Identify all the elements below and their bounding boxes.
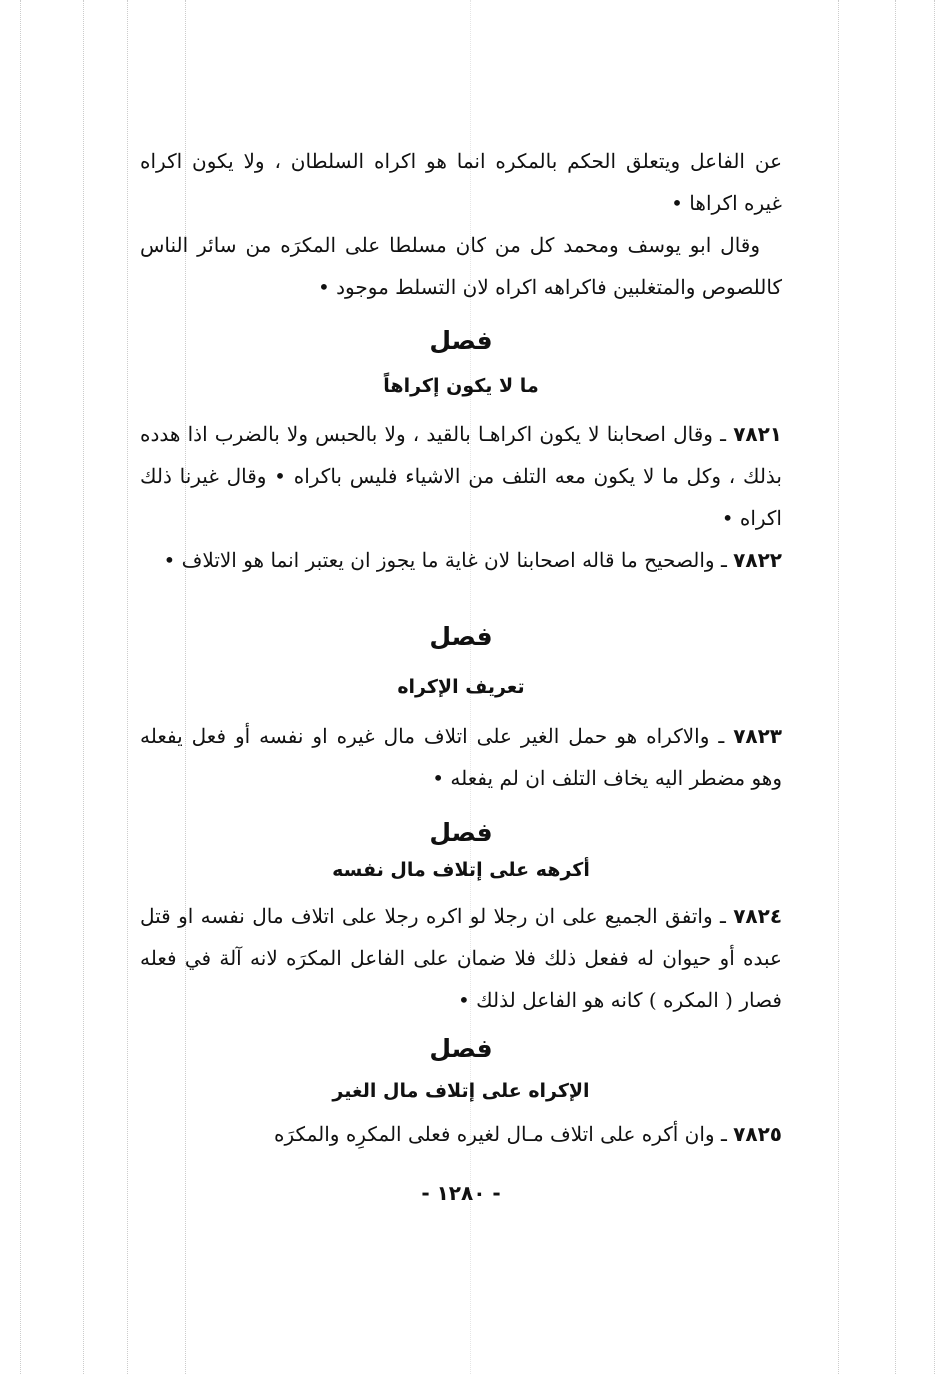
section-heading (140, 620, 782, 654)
scan-artifact-line (838, 0, 839, 1374)
section-heading-text: فصل (429, 818, 493, 847)
scan-artifact-line (83, 0, 84, 1374)
entry-number: ٧٨٢٢ (733, 548, 782, 572)
entry-number: ٧٨٢٥ (733, 1122, 782, 1146)
entry-number: ٧٨٢٣ (733, 724, 783, 748)
section-title: تعريف الإكراه (397, 676, 525, 698)
section-body (140, 413, 782, 581)
entry-paragraph (140, 1113, 782, 1155)
intro-paragraph: وقال ابو يوسف ومحمد كل من كان مسلطا على المكرَه من سائر الناس كاللصوص والمتغلبين فاكراهه اكراه لان التسلط موجود • (140, 233, 782, 299)
scan-artifact-line (127, 0, 128, 1374)
entry-text: واتفق الجميع على ان رجلا لو اكره رجلا على اتلاف مال نفسه او قتل عبده أو حيوان له ففعل ذلك فلا ضمان على الفاعل المكرَه لانه آلة في فعله فصار ( المكره ) كانه هو الفاعل لذلك • (140, 904, 782, 1012)
entry-dash: ـ (712, 422, 726, 446)
entry-text: والصحيح ما قاله اصحابنا لان غاية ما يجوز ان يعتبر انما هو الاتلاف • (163, 548, 715, 572)
entry-paragraph (140, 413, 782, 539)
entry-text: وان أكره على اتلاف مـال لغيره فعلى المكرِه والمكرَه (274, 1122, 715, 1146)
intro-text-block (140, 140, 782, 308)
section-heading-text: فصل (429, 326, 493, 355)
entry-number: ٧٨٢١ (733, 422, 783, 446)
scan-artifact-line (20, 0, 21, 1374)
scan-artifact-line (895, 0, 896, 1374)
entry-dash: ـ (714, 548, 727, 572)
entry-text: وقال اصحابنا لا يكون اكراهـا بالقيد ، ولا بالحبس ولا بالضرب اذا هدده بذلك ، وكل ما لا يكون معه التلف من الاشياء فليس باكراه • وقال غيرنا ذلك اكراه • (140, 422, 783, 530)
section-heading (140, 324, 782, 358)
section-body (140, 1113, 782, 1155)
scan-artifact-line (934, 0, 935, 1374)
section-heading (140, 1032, 782, 1066)
entry-number: ٧٨٢٤ (733, 904, 783, 928)
section-title: الإكراه على إتلاف مال الغير (332, 1080, 590, 1102)
section-heading-text: فصل (429, 622, 493, 651)
section-body (140, 895, 782, 1021)
entry-dash: ـ (712, 904, 726, 928)
section-title: ما لا يكون إكراهاً (383, 375, 539, 397)
section-heading (140, 816, 782, 850)
entry-paragraph (140, 539, 782, 581)
intro-paragraph: عن الفاعل ويتعلق الحكم بالمكره انما هو اكراه السلطان ، ولا يكون اكراه غيره اكراها • (140, 149, 782, 215)
entry-paragraph (140, 715, 782, 799)
section-heading-text: فصل (429, 1034, 493, 1063)
section-title: أكرهه على إتلاف مال نفسه (332, 859, 590, 881)
page-number: - ١٢٨٠ - (421, 1181, 501, 1205)
entry-dash: ـ (714, 1122, 727, 1146)
section-body (140, 715, 782, 799)
entry-text: والاكراه هو حمل الغير على اتلاف مال غيره او نفسه أو فعل يفعله وهو مضطر اليه يخاف التلف ان لم يفعله • (140, 724, 782, 790)
entry-paragraph (140, 895, 782, 1021)
entry-dash: ـ (709, 724, 725, 748)
